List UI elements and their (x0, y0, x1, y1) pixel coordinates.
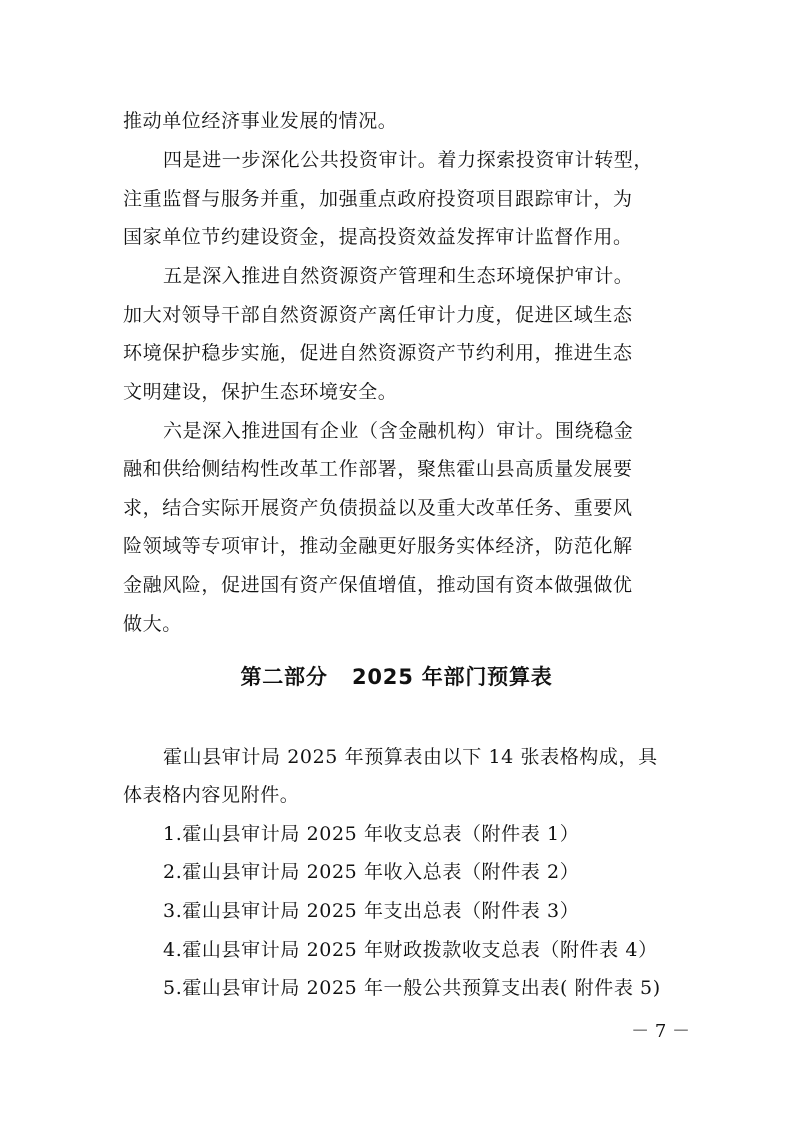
body-line: 国家单位节约建设资金，提高投资效益发挥审计监督作用。 (123, 226, 633, 248)
body-line: 加大对领导干部自然资源资产离任审计力度，促进区域生态 (123, 304, 633, 326)
body-line: 文明建设，保护生态环境安全。 (123, 381, 398, 403)
intro-line: 霍山县审计局 2025 年预算表由以下 14 张表格构成，具 (163, 746, 658, 768)
body-line: 推动单位经济事业发展的情况。 (123, 110, 398, 132)
body-line: 四是进一步深化公共投资审计。着力探索投资审计转型， (163, 149, 654, 171)
body-line: 六是深入推进国有企业（含金融机构）审计。围绕稳金 (163, 420, 634, 442)
body-line: 融和供给侧结构性改革工作部署，聚焦霍山县高质量发展要 (123, 458, 633, 480)
table-list-item: 4.霍山县审计局 2025 年财政拨款收支总表（附件表 4） (163, 939, 658, 961)
intro-line: 体表格内容见附件。 (123, 784, 300, 806)
body-line: 注重监督与服务并重，加强重点政府投资项目跟踪审计，为 (123, 188, 633, 210)
table-list-item: 1.霍山县审计局 2025 年收支总表（附件表 1） (163, 823, 580, 845)
body-line: 求，结合实际开展资产负债损益以及重大改革任务、重要风 (123, 497, 633, 519)
table-list-item: 3.霍山县审计局 2025 年支出总表（附件表 3） (163, 900, 580, 922)
body-line: 险领域等专项审计，推动金融更好服务实体经济，防范化解 (123, 535, 633, 557)
body-line: 五是深入推进自然资源资产管理和生态环境保护审计。 (163, 265, 634, 287)
page-number: － 7 － (631, 1021, 690, 1042)
section-heading: 第二部分 2025 年部门预算表 (240, 665, 553, 689)
body-line: 环境保护稳步实施，促进自然资源资产节约利用，推进生态 (123, 342, 633, 364)
body-line: 金融风险，促进国有资产保值增值，推动国有资本做强做优 (123, 574, 633, 596)
body-line: 做大。 (123, 613, 182, 635)
table-list-item: 5.霍山县审计局 2025 年一般公共预算支出表( 附件表 5) (163, 977, 661, 999)
table-list-item: 2.霍山县审计局 2025 年收入总表（附件表 2） (163, 861, 580, 883)
